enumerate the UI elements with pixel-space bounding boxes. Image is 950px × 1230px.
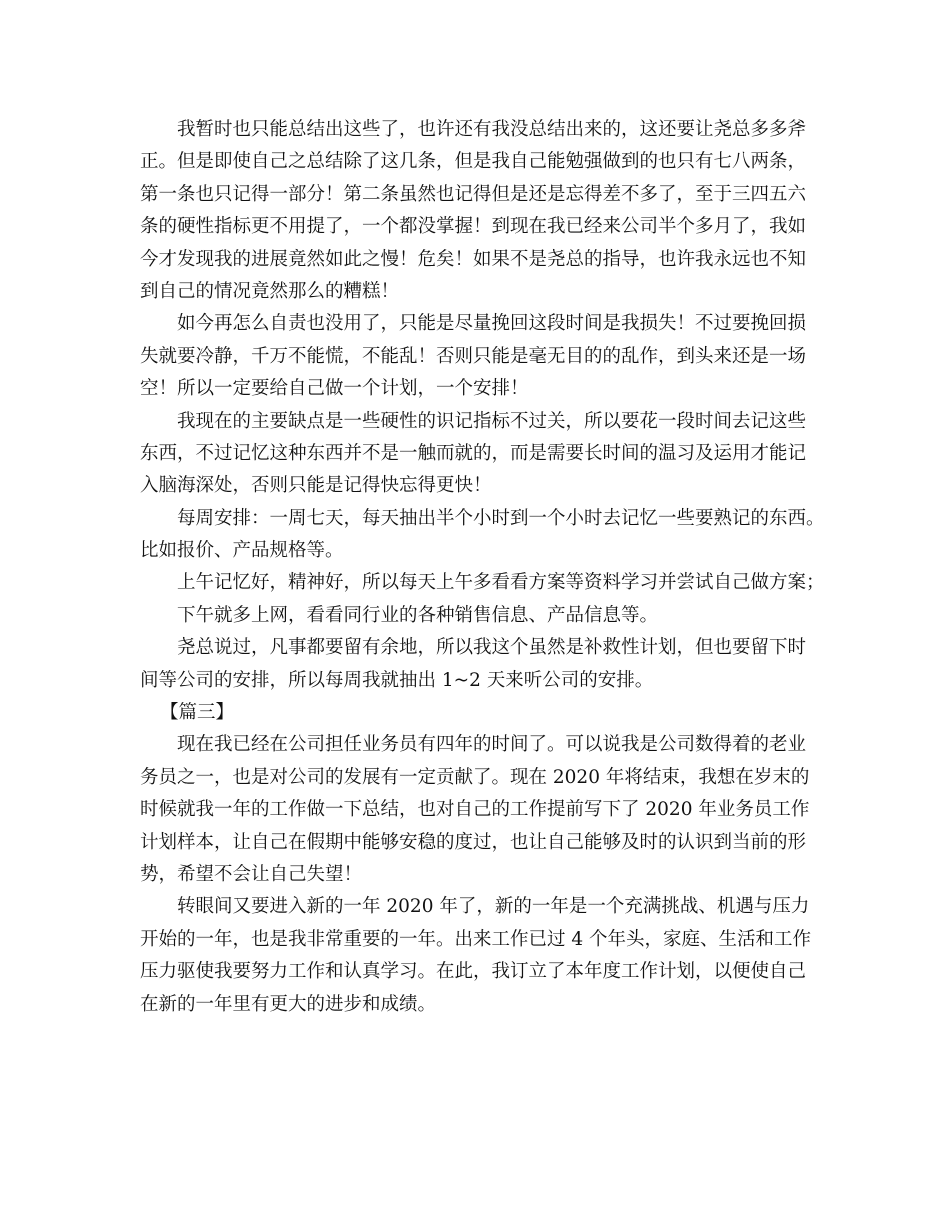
text-line: 入脑海深处，否则只能是记得快忘得更快！ xyxy=(140,475,492,497)
text-line: 压力驱使我要努力工作和认真学习。在此，我订立了本年度工作计划，以便使自己 xyxy=(140,961,807,983)
text-line: 尧总说过，凡事都要留有余地，所以我这个虽然是补救性计划，但也要留下时 xyxy=(177,637,807,659)
text-line: 我现在的主要缺点是一些硬性的识记指标不过关，所以要花一段时间去记这些 xyxy=(177,410,807,432)
text-line: 务员之一，也是对公司的发展有一定贡献了。现在 2020 年将结束，我想在岁末的 xyxy=(140,766,810,788)
text-line: 我暂时也只能总结出这些了，也许还有我没总结出来的，这还要让尧总多多斧 xyxy=(177,119,807,140)
text-line: 比如报价、产品规格等。 xyxy=(140,540,344,562)
text-line: 第一条也只记得一部分！第二条虽然也记得但是还是忘得差不多了，至于三四五六 xyxy=(140,183,807,205)
text-line: 时候就我一年的工作做一下总结，也对自己的工作提前写下了 2020 年业务员工作 xyxy=(140,799,810,821)
text-line: 条的硬性指标更不用提了，一个都没掌握！到现在我已经来公司半个多月了，我如 xyxy=(140,216,807,238)
section-heading: 【篇三】 xyxy=(160,702,235,724)
text-line: 失就要冷静，千万不能慌，不能乱！否则只能是毫无目的的乱作，到头来还是一场 xyxy=(140,345,807,367)
text-line: 势，希望不会让自己失望！ xyxy=(140,863,363,885)
text-line: 东西，不过记忆这种东西并不是一触而就的，而是需要长时间的温习及运用才能记 xyxy=(140,442,807,464)
text-line: 今才发现我的进展竟然如此之慢！危矣！如果不是尧总的指导，也许我永远也不知 xyxy=(140,248,807,270)
text-line: 计划样本，让自己在假期中能够安稳的度过，也让自己能够及时的认识到当前的形 xyxy=(140,831,807,853)
text-line: 每周安排：一周七天，每天抽出半个小时到一个小时去记忆一些要熟记的东西。 xyxy=(177,507,825,529)
text-line: 现在我已经在公司担任业务员有四年的时间了。可以说我是公司数得着的老业 xyxy=(177,734,807,756)
text-line: 下午就多上网，看看同行业的各种销售信息、产品信息等。 xyxy=(177,604,659,626)
text-line: 到自己的情况竟然那么的糟糕！ xyxy=(140,280,400,302)
text-line: 转眼间又要进入新的一年 2020 年了，新的一年是一个充满挑战、机遇与压力 xyxy=(177,896,810,918)
document-body xyxy=(140,114,825,1021)
text-line: 间等公司的安排，所以每周我就抽出 1~2 天来听公司的安排。 xyxy=(140,669,654,691)
text-line: 空！所以一定要给自己做一个计划，一个安排！ xyxy=(140,378,529,400)
text-line: 上午记忆好，精神好，所以每天上午多看看方案等资料学习并尝试自己做方案； xyxy=(177,572,825,594)
text-line: 正。但是即使自己之总结除了这几条，但是我自己能勉强做到的也只有七八两条， xyxy=(140,151,807,173)
text-line: 开始的一年，也是我非常重要的一年。出来工作已过 4 个年头，家庭、生活和工作 xyxy=(140,928,812,950)
text-line: 如今再怎么自责也没用了，只能是尽量挽回这段时间是我损失！不过要挽回损 xyxy=(177,313,807,335)
text-line: 在新的一年里有更大的进步和成绩。 xyxy=(140,993,437,1015)
